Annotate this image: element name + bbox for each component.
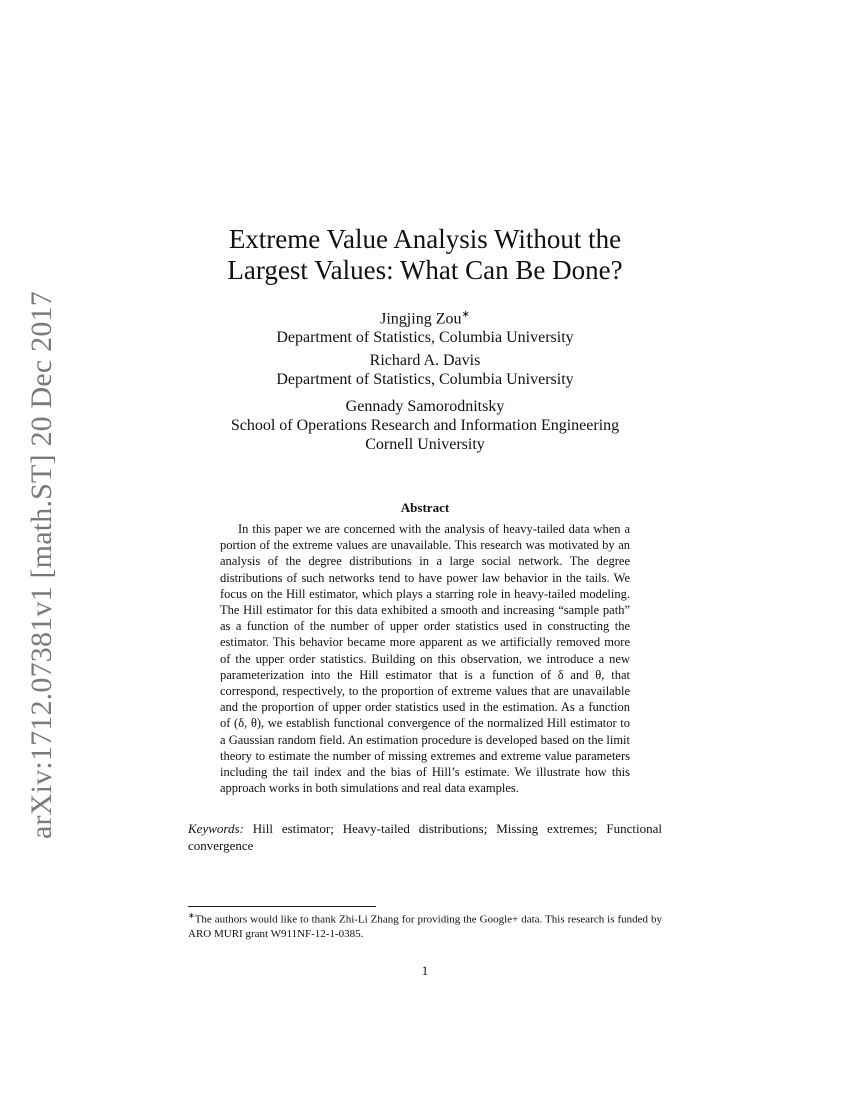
page-number: 1 bbox=[421, 963, 429, 978]
title-line: Extreme Value Analysis Without the bbox=[228, 224, 622, 254]
abstract-heading: Abstract bbox=[400, 500, 450, 515]
paper-title bbox=[0, 224, 850, 286]
footnote-text: The authors would like to thank Zhi-Li Zhang for providing the Google+ data. This research is funded by ARO MURI grant W911NF-12-1-0385. bbox=[188, 913, 662, 940]
author-block bbox=[0, 397, 850, 454]
keywords bbox=[188, 820, 662, 854]
author-name: Jingjing Zou∗ bbox=[380, 309, 470, 328]
footnote-mark: ∗ bbox=[188, 911, 195, 920]
arxiv-identifier-text: arXiv:1712.07381v1 [math.ST] 20 Dec 2017 bbox=[25, 291, 59, 839]
footnote-mark: ∗ bbox=[461, 309, 470, 320]
author-name: Gennady Samorodnitsky bbox=[345, 398, 505, 415]
author-affiliation: Department of Statistics, Columbia University bbox=[276, 371, 574, 388]
author-name: Richard A. Davis bbox=[369, 352, 481, 369]
author-affiliation: Cornell University bbox=[365, 436, 485, 453]
abstract-body: In this paper we are concerned with the analysis of heavy-tailed data when a portion of the extreme values are unavailable. This research was motivated by an analysis of the degree distributions in a large social network. The degree distributions of such networks tend to have power law behavior in the tails. We focus on the Hill estimator, which plays a starring role in heavy-tailed modeling. The Hill estimator for this data exhibited a smooth and increasing “sample path” as a function of the number of upper order statistics used in constructing the estimator. This behavior became more apparent as we artificially removed more of the upper order statistics. Building on this observation, we introduce a new parameterization into the Hill estimator that is a function of δ and θ, that correspond, respectively, to the proportion of extreme values that are unavailable and the proportion of upper order statistics used in the estimation. As a function of (δ, θ), we establish functional convergence of the normalized Hill estimator to a Gaussian random field. An estimation procedure is developed based on the limit theory to estimate the number of missing extremes and extreme value parameters including the tail index and the bias of Hill’s estimate. We illustrate how this approach works in both simulations and real data examples. bbox=[220, 522, 630, 796]
footnote bbox=[188, 909, 662, 941]
keywords-label: Keywords: bbox=[188, 821, 244, 836]
author-block bbox=[0, 351, 850, 389]
author-block bbox=[0, 305, 850, 347]
author-affiliation: Department of Statistics, Columbia University bbox=[276, 329, 574, 347]
title-line: Largest Values: What Can Be Done? bbox=[227, 255, 623, 285]
keywords-list: Hill estimator; Heavy-tailed distributions; Missing extremes; Functional convergence bbox=[188, 821, 662, 853]
footnote-rule bbox=[188, 906, 376, 907]
author-affiliation: School of Operations Research and Information Engineering bbox=[230, 417, 620, 434]
